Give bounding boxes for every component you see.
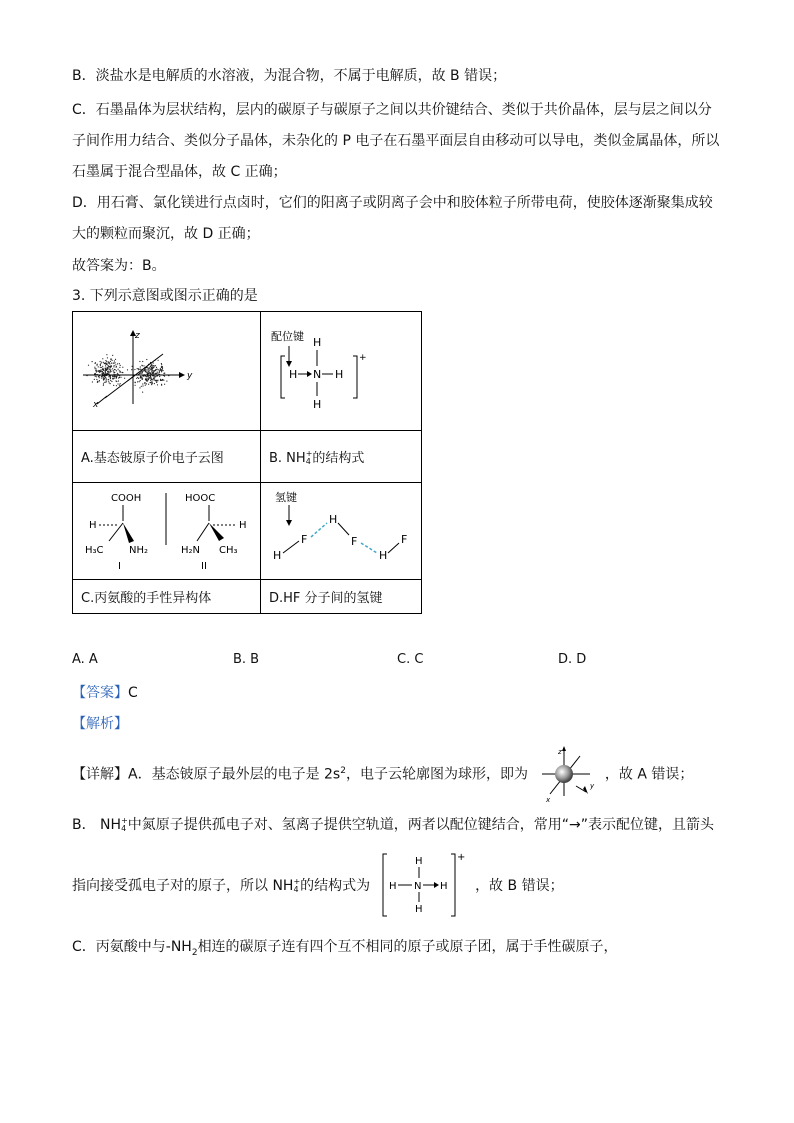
alanine-isomers-figure [73, 483, 260, 575]
answer-line [72, 683, 138, 703]
axis-z-label: z [135, 331, 140, 341]
detail-b-line2 [72, 852, 564, 915]
figure-b-cell [261, 312, 422, 431]
figure-d-cell [261, 483, 422, 580]
caption-c: C.丙氨酸的手性异构体 [73, 580, 261, 614]
caption-b-suffix: 的结构式 [312, 450, 365, 466]
detail-a-sup: 2 [340, 766, 346, 776]
caption-b-sub: 4 [305, 457, 311, 467]
detail-b-text1: B． NH [72, 817, 122, 833]
detail-b-ion-scripts [121, 817, 128, 833]
hf-hydrogen-bond-figure [261, 483, 421, 575]
inline-n: N [413, 881, 422, 892]
detail-label: 【详解】 [72, 766, 128, 783]
coordinate-bond-label: 配位键 [271, 330, 304, 343]
option-d: D. D [558, 652, 587, 667]
detail-b-sup: + [121, 816, 128, 825]
detail-b-text4: 的结构式为 [300, 878, 371, 894]
inline-h-left: H [388, 881, 397, 892]
ammonium-structure-figure [261, 312, 421, 426]
detail-c-text1: C．丙氨酸中与-NH [72, 939, 192, 955]
detail-b-text5: ，故 B 错误； [475, 878, 564, 894]
atom-h-left: H [289, 368, 298, 381]
hf2-h: H [329, 513, 338, 526]
option-c: C. C [397, 652, 424, 667]
axis-y-label: y [187, 371, 193, 381]
analysis-line [72, 714, 128, 734]
detail-a-text3: ，故 A 错误； [604, 766, 694, 783]
ammonium-structure-inline [381, 850, 467, 920]
hf3-h: H [379, 549, 388, 562]
hf3-f: F [401, 533, 408, 546]
option-a: A. A [72, 652, 98, 667]
hydrogen-bond-label: 氢键 [275, 491, 297, 504]
detail-a-text1: A．基态铍原子最外层的电子是 2s [128, 766, 341, 783]
option-b: B. B [233, 652, 260, 667]
caption-b-prefix: B. NH [269, 450, 306, 466]
isomer2-h: H [239, 520, 247, 531]
axis-x-label: x [93, 400, 99, 410]
detail-b-sup-2: + [293, 877, 301, 886]
detail-b-line1 [72, 815, 714, 835]
question-stem: 3. 下列示意图或图示正确的是 [72, 288, 258, 304]
answer-summary: 故答案为：B。 [72, 258, 166, 274]
analysis-label: 【解析】 [72, 716, 128, 732]
detail-b-sub: 4 [121, 824, 127, 833]
isomer2-ch3: CH₃ [219, 545, 238, 556]
hf1-h: H [273, 549, 282, 562]
atom-n: N [313, 368, 322, 381]
detail-a-line [72, 747, 694, 804]
caption-d: D.HF 分子间的氢键 [261, 580, 422, 614]
sphere-axis-x: x [546, 795, 551, 804]
detail-c-text2: 相连的碳原子连有四个互不相同的原子或原子团，属于手性碳原子， [197, 939, 618, 955]
inline-h-right: H [439, 881, 448, 892]
isomer2-label: II [201, 561, 207, 572]
isomer1-nh2: NH₂ [129, 545, 149, 556]
inline-h-top: H [414, 856, 423, 867]
paragraph-c-line3: 石墨属于混合型晶体，故 C 正确； [72, 164, 287, 180]
detail-c-sub: 2 [191, 947, 198, 958]
answer-label: 【答案】 [72, 685, 128, 701]
isomer1-h: H [89, 520, 97, 531]
figure-a-cell [73, 312, 261, 431]
paragraph-d-line1: D．用石膏、氯化镁进行点卤时，它们的阳离子或阴离子会中和胶体粒子所带电荷，使胶体逐渐聚集成较 [72, 195, 713, 211]
isomer1-cooh: COOH [111, 493, 142, 504]
isomer1-ch3: H₃C [85, 545, 104, 556]
options-table [72, 311, 422, 614]
detail-b-text3: 指向接受孤电子对的原子，所以 NH [72, 878, 294, 894]
hf2-f: F [351, 535, 358, 548]
paragraph-c-line2: 子间作用力结合、类似分子晶体，未杂化的 P 电子在石墨平面层自由移动可以导电，类似金属晶体，所以 [72, 133, 720, 149]
paragraph-c-line1: C．石墨晶体为层状结构，层内的碳原子与碳原子之间以共价键结合、类似于共价晶体，层与层之间以分 [72, 102, 712, 118]
detail-b-sub-2: 4 [293, 885, 299, 894]
inline-charge-plus: + [456, 852, 465, 863]
isomer2-hooc: HOOC [185, 493, 216, 504]
atom-h-bottom: H [313, 398, 322, 411]
caption-a: A.基态铍原子价电子云图 [73, 431, 261, 483]
inline-h-bottom: H [414, 904, 423, 915]
caption-b [261, 431, 422, 483]
sphere-axis-y: y [590, 781, 595, 790]
atom-h-right: H [335, 368, 344, 381]
atom-h-top: H [313, 336, 322, 349]
isomer2-nh2: H₂N [181, 545, 201, 556]
charge-plus: + [359, 353, 367, 363]
paragraph-d-line2: 大的颗粒而聚沉，故 D 正确； [72, 226, 260, 242]
paragraph-b: B．淡盐水是电解质的水溶液，为混合物，不属于电解质，故 B 错误； [72, 68, 507, 84]
isomer1-label: I [118, 561, 121, 572]
s-orbital-sphere-icon [536, 744, 598, 804]
figure-c-cell [73, 483, 261, 580]
hf1-f: F [301, 533, 308, 546]
be-electron-cloud-figure [73, 312, 260, 426]
detail-c-line [72, 937, 618, 963]
detail-a-text2: ，电子云轮廓图为球形，即为 [345, 766, 528, 783]
caption-b-sup: + [305, 449, 313, 459]
sphere-axis-z: z [558, 747, 563, 756]
detail-b-text2: 中氮原子提供孤电子对、氢离子提供空轨道，两者以配位键结合，常用“→”表示配位键，且箭头 [127, 817, 714, 833]
electron-cloud-dots [86, 354, 169, 393]
answer-value: C [128, 685, 138, 701]
